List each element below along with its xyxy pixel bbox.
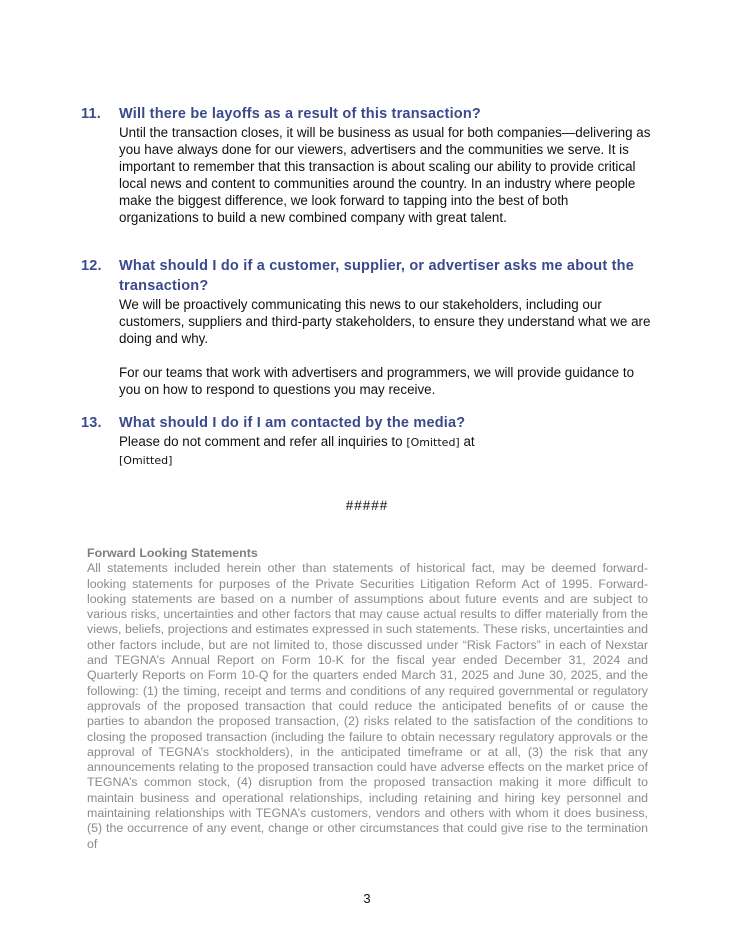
faq-question-11: [81, 104, 651, 124]
answer-lead: Please do not comment and refer all inquiries to: [119, 434, 403, 449]
answer-paragraph: For our teams that work with advertisers and programmers, we will provide guidance to you on how to respond to questions you may receive.: [119, 365, 635, 397]
faq-item-11: [81, 104, 651, 226]
question-text: What should I do if I am contacted by the media?: [119, 415, 466, 431]
question-number: 11.: [81, 106, 101, 122]
faq-answer-12: [119, 296, 651, 398]
answer-at: at: [463, 434, 475, 449]
faq-question-13: [81, 413, 651, 433]
answer-paragraph: [119, 433, 651, 469]
question-number: 12.: [81, 258, 102, 274]
omitted-placeholder: [Omitted]: [119, 454, 173, 467]
forward-looking-title: Forward Looking Statements: [87, 546, 258, 560]
page-number: 3: [363, 891, 371, 906]
section-separator: #####: [345, 498, 389, 513]
question-text: What should I do if a customer, supplier, or advertiser asks me about the transaction?: [119, 258, 634, 294]
question-number: 13.: [81, 415, 102, 431]
faq-question-12: [81, 256, 651, 296]
question-text: Will there be layoffs as a result of this transaction?: [119, 106, 481, 122]
forward-looking-body: All statements included herein other than statements of historical fact, may be deemed forward-looking statements for purposes of the Private Securities Litigation Reform Act of 1995. Forward-looking statements are based on a number of assumptions about future events and are subject to various risks, uncertainties and other factors that may cause actual results to differ materially from the views, beliefs, projections and estimates expressed in such statements. These risks, uncertainties and other factors include, but are not limited to, those discussed under “Risk Factors” in each of Nexstar and TEGNA’s Annual Report on Form 10-K for the fiscal year ended December 31, 2024 and Quarterly Reports on Form 10-Q for the quarters ended March 31, 2025 and June 30, 2025, and the following: (1) the timing, receipt and terms and conditions of any required governmental or regulatory approvals of the proposed transaction that could reduce the anticipated benefits of or cause the parties to abandon the proposed transaction, (2) risks related to the satisfaction of the conditions to closing the proposed transaction (including the failure to obtain necessary regulatory approvals or the approval of TEGNA’s stockholders), in the anticipated timeframe or at all, (3) the risk that any announcements relating to the proposed transaction could have adverse effects on the market price of TEGNA’s common stock, (4) disruption from the proposed transaction making it more difficult to maintain business and operational relationships, including retaining and hiring key personnel and maintaining relationships with TEGNA’s customers, vendors and others with whom it does business, (5) the occurrence of any event, change or other circumstances that could give rise to the termination of: [87, 561, 648, 851]
forward-looking-statements: [87, 546, 648, 852]
faq-answer-11: [119, 124, 651, 226]
omitted-placeholder: [Omitted]: [406, 436, 460, 449]
faq-answer-13: [119, 433, 651, 469]
answer-paragraph: We will be proactively communicating this news to our stakeholders, including our customers, suppliers and third-party stakeholders, to ensure they understand what we are doing and why.: [119, 297, 651, 346]
faq-item-12: [81, 256, 651, 398]
answer-paragraph: Until the transaction closes, it will be business as usual for both companies—delivering as you have always done for our viewers, advertisers and the communities we serve. It is important to remember that this transaction is about scaling our ability to provide critical local news and content to communities around the country. In an industry where people make the biggest difference, we look forward to tapping into the best of both organizations to build a new combined company with great talent.: [119, 125, 651, 225]
faq-item-13: [81, 413, 651, 469]
